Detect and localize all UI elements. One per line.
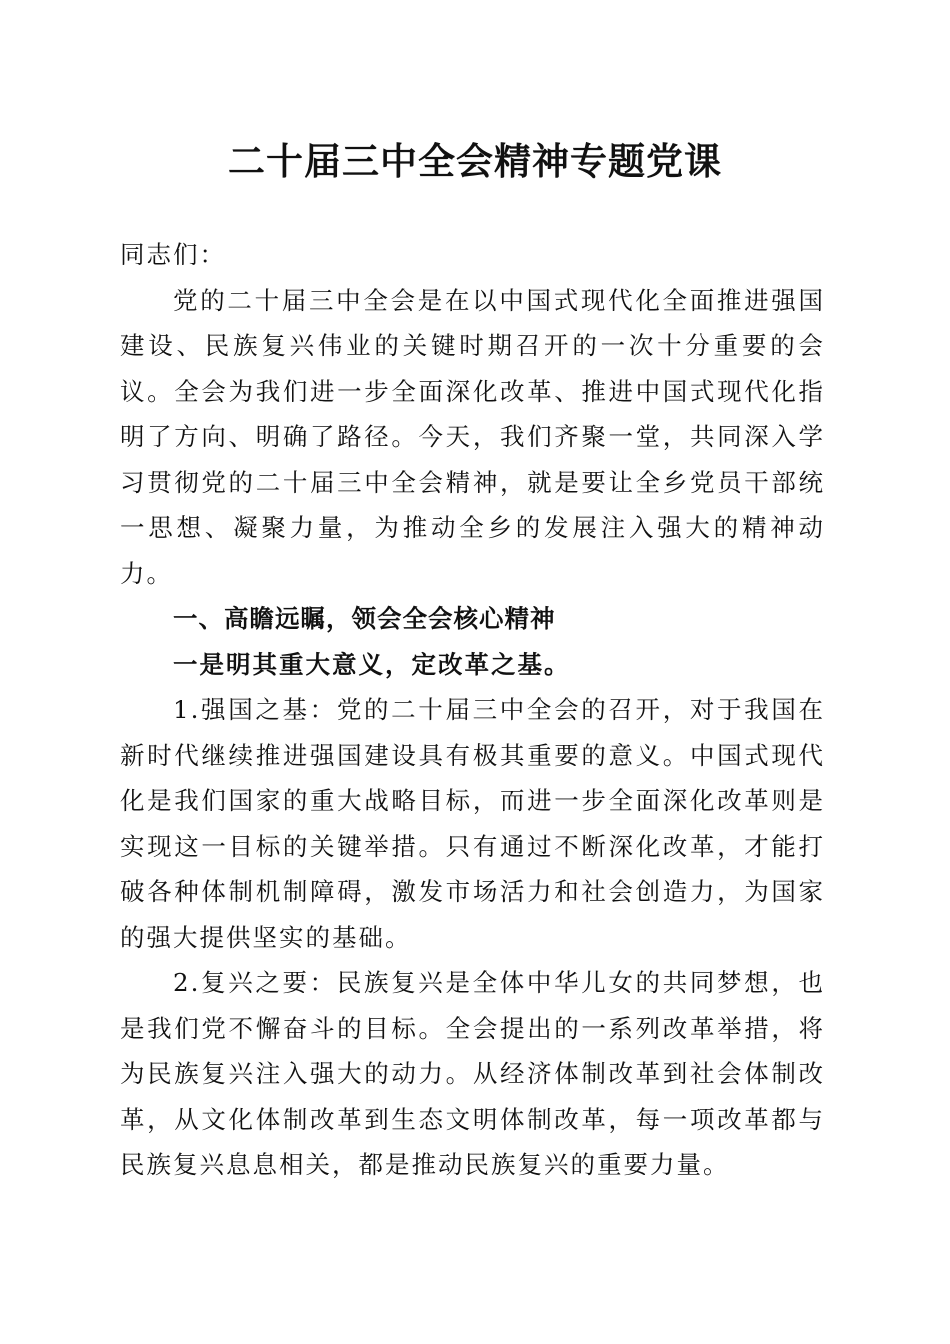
point-paragraph-1: 1.强国之基：党的二十届三中全会的召开，对于我国在新时代继续推进强国建设具有极其重要的意义。中国式现代化是我们国家的重大战略目标，而进一步全面深化改革则是实现这一目标的关键举措。只有通过不断深化改革，才能打破各种体制机制障碍，激发市场活力和社会创造力，为国家的强大提供坚实的基础。 — [120, 695, 825, 952]
document-body — [120, 232, 825, 1188]
intro-paragraph: 党的二十届三中全会是在以中国式现代化全面推进强国建设、民族复兴伟业的关键时期召开的一次十分重要的会议。全会为我们进一步全面深化改革、推进中国式现代化指明了方向、明确了路径。今天，我们齐聚一堂，共同深入学习贯彻党的二十届三中全会精神，就是要让全乡党员干部统一思想、凝聚力量，为推动全乡的发展注入强大的精神动力。 — [120, 285, 825, 588]
subsection-heading-1: 一是明其重大意义，定改革之基。 — [173, 649, 571, 679]
section-heading-1: 一、高瞻远瞩，领会全会核心精神 — [173, 604, 556, 633]
salutation: 同志们： — [120, 240, 226, 269]
document-title: 二十届三中全会精神专题党课 — [228, 139, 722, 183]
point-paragraph-2: 2.复兴之要：民族复兴是全体中华儿女的共同梦想，也是我们党不懈奋斗的目标。全会提出的一系列改革举措，将为民族复兴注入强大的动力。从经济体制改革到社会体制改革，从文化体制改革到生态文明体制改革，每一项改革都与民族复兴息息相关，都是推动民族复兴的重要力量。 — [120, 968, 825, 1179]
